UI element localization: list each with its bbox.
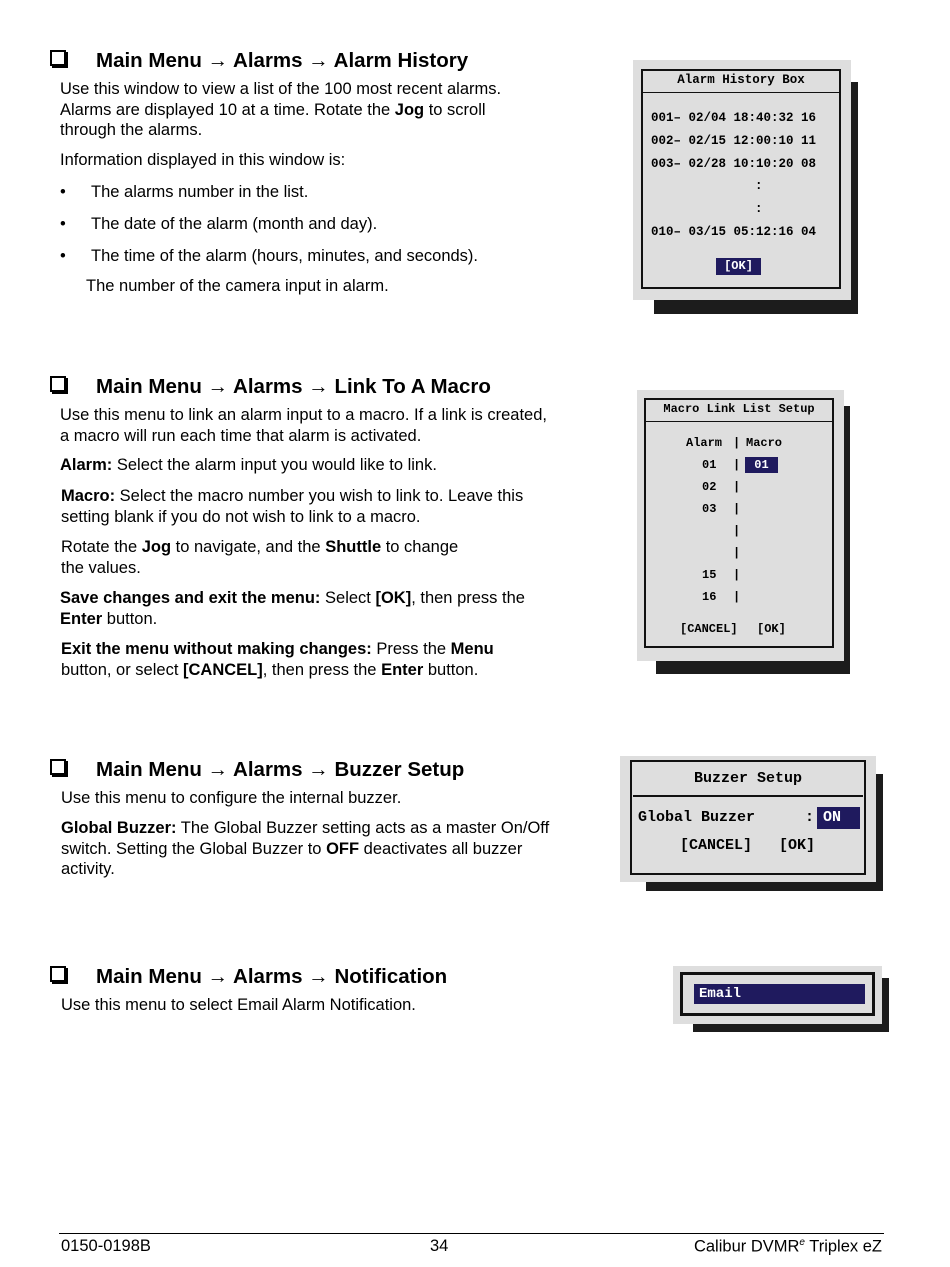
text-span: to scroll <box>424 100 486 119</box>
exit-instructions <box>61 639 494 680</box>
ok-button[interactable]: [OK] <box>779 837 816 854</box>
table-row[interactable] <box>646 568 832 590</box>
alarm-number: 03 <box>702 502 717 516</box>
table-row[interactable] <box>646 458 832 480</box>
alarm-history-intro <box>60 79 501 141</box>
camera-input-line: The number of the camera input in alarm. <box>86 277 389 295</box>
checkbox-bullet-icon <box>50 966 66 982</box>
screen-title: Buzzer Setup <box>633 770 863 797</box>
macro-table <box>646 436 832 612</box>
text-span: button. <box>423 660 479 679</box>
text-span: The Global Buzzer setting acts as a master On/Off <box>176 819 550 837</box>
text-span: Select <box>320 589 376 607</box>
product-suffix: Triplex eZ <box>804 1237 882 1256</box>
column-separator: | <box>733 436 741 450</box>
footer-page-number: 34 <box>430 1237 449 1255</box>
global-buzzer-value[interactable]: ON <box>817 807 860 829</box>
bold-span: Macro: <box>61 487 116 505</box>
text-line <box>60 100 501 121</box>
bullet-item <box>60 246 478 267</box>
text-span: deactivates all buzzer <box>359 839 523 858</box>
text-line: setting blank if you do not wish to link to a macro. <box>61 507 421 526</box>
bullet-text: The time of the alarm (hours, minutes, and seconds). <box>91 247 479 265</box>
bullet-item <box>60 182 308 203</box>
field-colon: : <box>805 809 815 826</box>
screen-title: Macro Link List Setup <box>646 402 832 422</box>
text-span: , then press the <box>411 589 525 607</box>
column-header-alarm: Alarm <box>686 436 723 450</box>
section-heading-link-macro <box>50 375 491 399</box>
column-separator: | <box>733 546 741 560</box>
ok-button[interactable]: [OK] <box>716 258 761 275</box>
notification-intro: Use this menu to select Email Alarm Notification. <box>61 996 416 1014</box>
bullet-dot: • <box>60 247 66 265</box>
table-row[interactable] <box>646 590 832 612</box>
checkbox-bullet-icon <box>50 376 66 392</box>
bold-span: Alarm: <box>60 456 113 474</box>
bold-span: Jog <box>394 100 425 119</box>
email-menu-item[interactable]: Email <box>694 984 865 1004</box>
alarm-number: 15 <box>702 568 717 582</box>
text-line: activity. <box>61 860 115 878</box>
column-separator: | <box>733 458 741 472</box>
ellipsis-row: : <box>755 179 763 194</box>
text-span: to navigate, and the <box>171 538 326 556</box>
text-line <box>60 609 525 630</box>
cancel-button[interactable]: [CANCEL] <box>680 837 753 854</box>
macro-intro <box>60 405 547 446</box>
text-span: Press the <box>371 640 451 658</box>
column-separator: | <box>733 590 741 604</box>
heading-text: Main Menu → Alarms → Notification <box>96 965 448 988</box>
bold-span: Save changes and exit the menu: <box>60 589 321 607</box>
section-heading-buzzer-setup <box>50 758 464 782</box>
history-row[interactable]: 001– 02/04 18:40:32 16 <box>651 111 817 125</box>
column-separator: | <box>733 480 741 494</box>
text-line <box>61 486 523 507</box>
footer-product <box>694 1237 882 1257</box>
table-row <box>646 524 832 546</box>
text-span: Select the macro number you wish to link to. Leave this <box>115 487 524 505</box>
text-line <box>61 639 494 660</box>
footer-rule <box>59 1233 884 1234</box>
alarm-number: 16 <box>702 590 717 604</box>
text-line <box>61 818 549 839</box>
table-row[interactable] <box>646 502 832 524</box>
global-buzzer-description <box>61 818 549 880</box>
column-separator: | <box>733 502 741 516</box>
bullet-dot: • <box>60 183 66 201</box>
bullet-text: The alarms number in the list. <box>91 183 309 201</box>
section-heading-alarm-history <box>50 49 468 73</box>
footer-doc-number: 0150-0198B <box>61 1237 151 1255</box>
save-instructions <box>60 588 525 629</box>
text-span: Alarms are displayed 10 at a time. Rotate the <box>60 100 395 119</box>
bullet-dot: • <box>60 215 66 233</box>
text-line <box>60 588 525 609</box>
bold-span: [OK] <box>375 589 412 607</box>
bold-span: Enter <box>60 609 103 628</box>
text-line <box>61 537 458 558</box>
bold-span: Menu <box>450 640 494 658</box>
product-name: Calibur DVMR <box>693 1237 800 1256</box>
history-list <box>651 107 837 244</box>
history-row[interactable]: 003– 02/28 10:10:20 08 <box>651 156 817 171</box>
global-buzzer-label: Global Buzzer <box>638 809 756 826</box>
buzzer-intro: Use this menu to configure the internal buzzer. <box>61 789 402 807</box>
table-header <box>646 436 832 458</box>
history-row[interactable]: 010– 03/15 05:12:16 04 <box>651 224 817 239</box>
heading-text: Main Menu → Alarms → Buzzer Setup <box>96 758 465 781</box>
text-line <box>61 660 494 681</box>
screen-title: Alarm History Box <box>643 73 839 93</box>
macro-rows <box>646 458 832 612</box>
text-line: Use this window to view a list of the 100 most recent alarms. <box>60 80 502 98</box>
text-span: button, or select <box>61 660 183 679</box>
heading-text: Main Menu → Alarms → Link To A Macro <box>96 375 491 398</box>
text-line: a macro will run each time that alarm is activated. <box>60 426 422 445</box>
alarm-description <box>60 455 437 476</box>
column-separator: | <box>733 568 741 582</box>
text-span: Select the alarm input you would like to link. <box>112 456 437 474</box>
table-row <box>646 546 832 568</box>
text-span: , then press the <box>262 660 382 679</box>
column-header-macro: Macro <box>746 436 783 450</box>
history-row[interactable]: 002– 02/15 12:00:10 11 <box>651 133 817 148</box>
macro-value-selected[interactable]: 01 <box>745 457 778 473</box>
text-span: button. <box>102 609 158 628</box>
alarm-number: 01 <box>702 458 717 472</box>
bullet-item <box>60 214 377 235</box>
bold-span: Jog <box>141 538 172 556</box>
macro-description <box>61 486 523 527</box>
bold-span: Shuttle <box>325 538 382 556</box>
bold-span: OFF <box>326 839 360 858</box>
bold-span: [CANCEL] <box>183 660 263 679</box>
ok-button[interactable]: [OK] <box>757 622 786 636</box>
text-line: through the alarms. <box>60 121 203 139</box>
text-span: to change <box>381 538 459 556</box>
info-label: Information displayed in this window is: <box>60 151 346 169</box>
text-line: the values. <box>61 558 141 577</box>
text-line <box>61 839 549 860</box>
table-row[interactable] <box>646 480 832 502</box>
cancel-button[interactable]: [CANCEL] <box>680 622 738 636</box>
checkbox-bullet-icon <box>50 50 66 66</box>
column-separator: | <box>733 524 741 538</box>
text-span: Rotate the <box>61 538 142 556</box>
bullet-text: The date of the alarm (month and day). <box>91 215 378 233</box>
bold-span: Enter <box>381 660 424 679</box>
product-sup: e <box>799 1237 805 1248</box>
ellipsis-row: : <box>755 202 763 217</box>
bold-span: Exit the menu without making changes: <box>61 640 372 658</box>
checkbox-bullet-icon <box>50 759 66 775</box>
text-span: switch. Setting the Global Buzzer to <box>61 839 327 858</box>
section-heading-notification <box>50 965 447 989</box>
rotate-instructions <box>61 537 458 578</box>
text-line: Use this menu to link an alarm input to a macro. If a link is created, <box>60 406 547 424</box>
alarm-number: 02 <box>702 480 717 494</box>
bold-span: Global Buzzer: <box>61 819 177 837</box>
heading-text: Main Menu → Alarms → Alarm History <box>96 49 469 72</box>
